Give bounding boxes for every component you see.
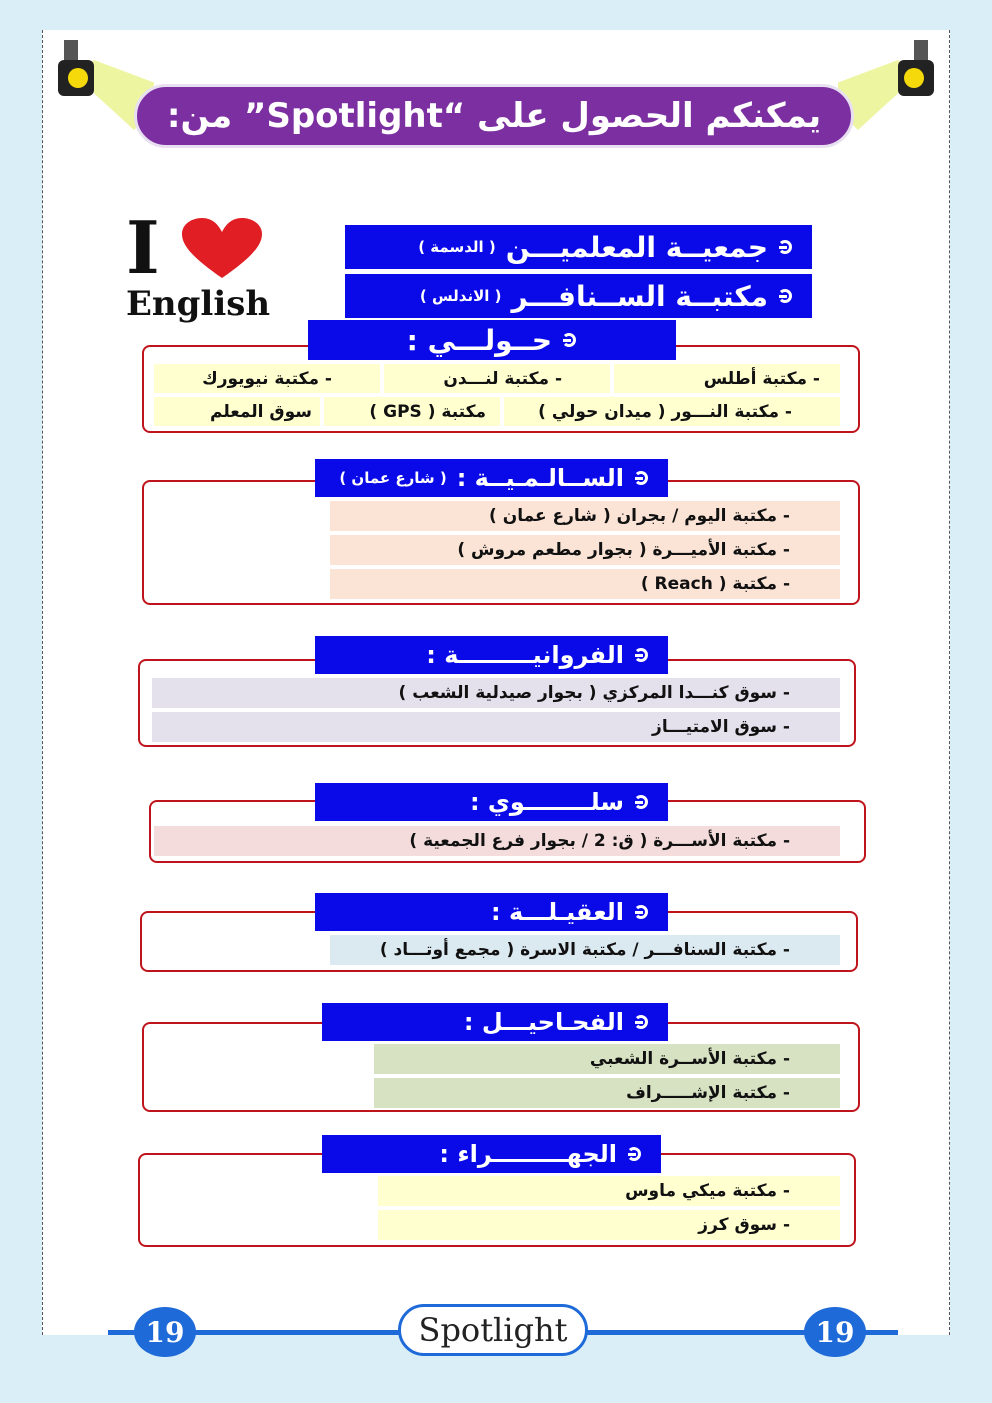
bullet-icon (778, 240, 792, 254)
section-title-text: الســالـمـيــة : (456, 464, 624, 492)
section-title-text: سلــــــــوي : (469, 788, 624, 816)
hawalli-cell: - مكتبة النـــور ( ميدان حولي ) (504, 397, 840, 426)
spotlight-right-icon (838, 30, 948, 170)
bar-sub-text: ( الدسمة ) (418, 238, 496, 256)
salwa-row: - مكتبة الأســـرة ( ق: 2 / بجوار فرع الجمعية ) (154, 826, 840, 856)
top-bar-sanafer (345, 274, 812, 318)
jahra-row: - مكتبة ميكي ماوس (378, 1176, 840, 1206)
bullet-icon (634, 795, 648, 809)
fahaheel-row: - مكتبة الأســرة الشعبي (374, 1044, 840, 1074)
section-title-salwa (315, 783, 668, 821)
section-title-ogaila (315, 893, 668, 931)
section-title-text: حــولـــي : (406, 323, 552, 357)
logo-english: English (126, 284, 271, 324)
section-title-text: الفروانيـــــــــة : (426, 641, 624, 669)
section-sub-text: ( شارع عمان ) (339, 469, 447, 487)
hawalli-cell: - مكتبة لنـــدن (384, 364, 610, 393)
header-banner: يمكنكم الحصول على “Spotlight” من: (134, 84, 854, 148)
salmiya-row: - مكتبة اليوم / بجران ( شارع عمان ) (330, 501, 840, 531)
bar-main-text: مكتبــة الســنافـــر (511, 279, 768, 313)
bullet-icon (778, 289, 792, 303)
bullet-icon (634, 905, 648, 919)
top-bar-teachers (345, 225, 812, 269)
section-title-text: العقيـلـــة : (491, 898, 624, 926)
bullet-icon (627, 1147, 641, 1161)
logo-letter-i: I (126, 205, 160, 290)
section-title-text: الفحـاحيـــل : (463, 1008, 624, 1036)
section-title-salmiya (315, 459, 668, 497)
section-title-jahra (322, 1135, 661, 1173)
hawalli-cell: سوق المعلم (154, 397, 320, 426)
hawalli-cell: مكتبة ( GPS ) (324, 397, 500, 426)
section-title-hawalli (308, 320, 676, 360)
fahaheel-row: - مكتبة الإشـــــراف (374, 1078, 840, 1108)
jahra-row: - سوق كرز (378, 1210, 840, 1240)
hawalli-cell: - مكتبة أطلس (614, 364, 840, 393)
farwaniya-row: - سوق الامتيـــاز (152, 712, 840, 742)
heart-icon (180, 218, 264, 282)
page-number-right: 19 (804, 1307, 866, 1357)
page-number-left: 19 (134, 1307, 196, 1357)
hawalli-cell: - مكتبة نيويورك (154, 364, 380, 393)
bullet-icon (634, 1015, 648, 1029)
farwaniya-row: - سوق كنـــدا المركزي ( بجوار صيدلية الشعب ) (152, 678, 840, 708)
salmiya-row: - مكتبة ( Reach ) (330, 569, 840, 599)
bullet-icon (634, 471, 648, 485)
bar-sub-text: ( الاندلس ) (419, 287, 502, 305)
bullet-icon (562, 333, 576, 347)
ogaila-row: - مكتبة السنافـــر / مكتبة الاسرة ( مجمع أوتـــاد ) (330, 935, 840, 965)
section-title-text: الجهـــــــــراء : (439, 1140, 617, 1168)
bullet-icon (634, 648, 648, 662)
section-title-fahaheel (322, 1003, 668, 1041)
section-title-farwaniya (315, 636, 668, 674)
footer-logo: Spotlight (398, 1304, 588, 1356)
salmiya-row: - مكتبة الأميـــرة ( بجوار مطعم مروش ) (330, 535, 840, 565)
bar-main-text: جمعيــة المعلميـــن (505, 230, 768, 264)
